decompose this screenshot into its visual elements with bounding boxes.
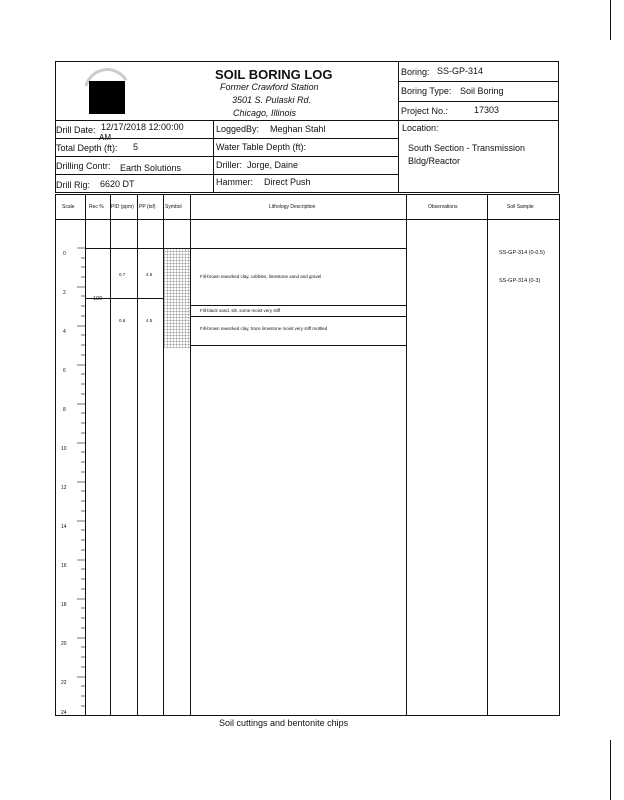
lithology-description: Fill-brown reworked clay, trace limestone moist very stiff mottled: [200, 326, 328, 331]
drill-date-label: Drill Date:: [56, 125, 96, 135]
hammer-label: Hammer:: [216, 177, 254, 187]
col-line-symbol: [190, 194, 191, 716]
scale-label: 22: [61, 680, 67, 686]
lithology-description: Fill-black sand, silt, some moist very stiff: [200, 308, 281, 313]
drill-rig-value: 6620 DT: [100, 179, 135, 189]
pid-value: 0.7: [119, 272, 126, 277]
location-value-2: Bldg/Reactor: [408, 156, 461, 166]
drill-date-value: 12/17/2018 12:00:00: [101, 122, 184, 132]
lithology-description: Fill-brown reworked clay, cobbles, limestone sand and gravel: [200, 274, 322, 279]
logged-by-label: LoggedBy:: [216, 124, 260, 134]
total-depth-value: 5: [133, 142, 139, 152]
col-header-scale: Scale: [62, 204, 75, 210]
scale-label: 8: [63, 407, 66, 413]
scale-label: 12: [61, 485, 67, 491]
info-bottom-border: [55, 192, 559, 193]
driller-label: Driller:: [216, 160, 242, 170]
boring-label: Boring:: [401, 67, 430, 77]
scale-label: 16: [61, 563, 67, 569]
company-logo: [76, 64, 136, 118]
soil-sample-id: SS-GP-314 (0-0.5): [499, 250, 545, 256]
info-row-divider-2: [55, 156, 398, 157]
col-header-observations: Observations: [428, 204, 458, 210]
pp-value: 4.5: [146, 318, 153, 323]
footer-note: Soil cuttings and bentonite chips: [219, 718, 349, 728]
col-line-right: [559, 194, 560, 716]
location-label: Location:: [402, 123, 439, 133]
lithology-symbol-hatch: [164, 248, 190, 348]
col-header-rec: Rec %: [89, 204, 104, 210]
corner-mark-top: [610, 0, 611, 40]
table-header-top: [55, 194, 560, 195]
location-value-1: South Section - Transmission: [408, 143, 526, 153]
scale-label: 14: [61, 524, 67, 530]
col-header-pp: PP (tsf): [139, 204, 156, 210]
scale-label: 24: [61, 710, 67, 716]
scale-label: 0: [63, 251, 66, 257]
col-line-observations: [487, 194, 488, 716]
scale-label: 2: [63, 290, 66, 296]
header-vertical-divider: [398, 61, 399, 121]
col-line-pid: [137, 194, 138, 716]
col-header-soil-sample: Soil Sample: [507, 204, 534, 210]
drill-date-suffix: AM: [99, 133, 111, 142]
info-col-divider-2: [398, 120, 399, 192]
rec-value: 100: [93, 296, 103, 302]
driller-value: Jorge, Daine: [247, 160, 299, 170]
table-bottom: [55, 715, 560, 716]
drill-rig-label: Drill Rig:: [56, 180, 91, 190]
header-top-border: [55, 61, 559, 62]
lithology-layer-1-bottom: [190, 305, 406, 306]
total-depth-label: Total Depth (ft):: [56, 143, 118, 153]
pid-value: 0.6: [119, 318, 126, 323]
site-address: 3501 S. Pulaski Rd.: [232, 95, 312, 105]
lithology-layer-top: [190, 248, 406, 249]
header-row-divider-3: [55, 120, 559, 121]
boring-type-value: Soil Boring: [460, 86, 504, 96]
info-row-divider-3: [55, 174, 398, 175]
page-title: SOIL BORING LOG: [215, 67, 333, 82]
boring-type-label: Boring Type:: [401, 86, 452, 96]
soil-sample-id: SS-GP-314 (0-3): [499, 278, 541, 284]
pp-value: 4.5: [146, 272, 153, 277]
col-line-rec: [110, 194, 111, 716]
site-city: Chicago, Illinois: [233, 108, 297, 118]
table-header-bottom: [55, 219, 560, 220]
scale-label: 10: [61, 446, 67, 452]
boring-value: SS-GP-314: [437, 66, 484, 76]
depth-scale-ticks: [55, 240, 87, 720]
scale-label: 20: [61, 641, 67, 647]
corner-mark-bottom: [610, 740, 611, 800]
project-no-label: Project No.:: [401, 106, 449, 116]
scale-label: 6: [63, 368, 66, 374]
col-header-lithology: Lithology Description: [269, 204, 316, 210]
drilling-contr-value: Earth Solutions: [120, 163, 182, 173]
lithology-layer-3-bottom: [190, 345, 406, 346]
col-header-symbol: Symbol: [165, 204, 182, 210]
col-header-pid: PID (ppm): [111, 204, 134, 210]
col-line-lithology: [406, 194, 407, 716]
water-table-label: Water Table Depth (ft):: [216, 142, 307, 152]
site-name: Former Crawford Station: [220, 82, 319, 92]
lithology-layer-2-bottom: [190, 316, 406, 317]
logged-by-value: Meghan Stahl: [270, 124, 326, 134]
header-row-divider-2: [398, 101, 559, 102]
scale-label: 18: [61, 602, 67, 608]
hammer-value: Direct Push: [264, 177, 311, 187]
header-row-divider-1: [398, 81, 559, 82]
drilling-contr-label: Drilling Contr:: [56, 161, 111, 171]
project-no-value: 17303: [474, 105, 500, 115]
scale-label: 4: [63, 329, 66, 335]
